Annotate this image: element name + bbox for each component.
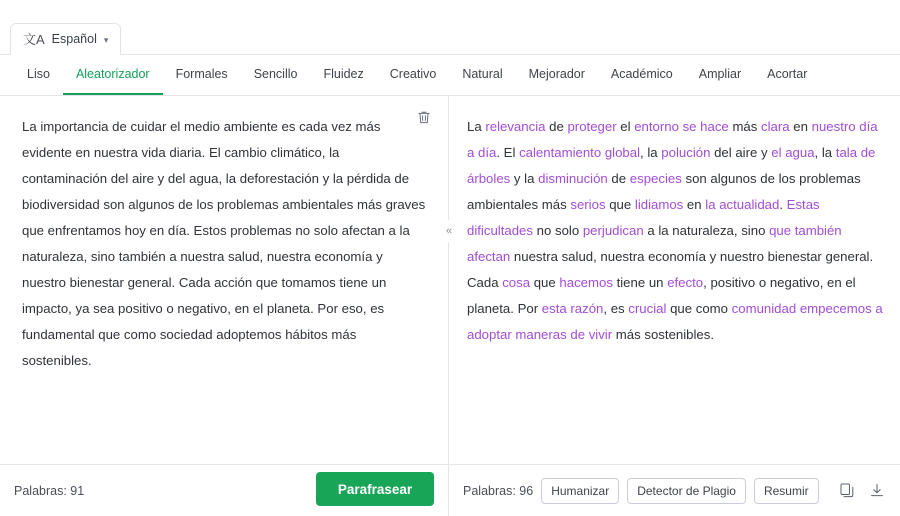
footer-bar <box>0 464 900 516</box>
plain-phrase: más sostenibles. <box>612 327 715 342</box>
output-pane <box>449 96 900 464</box>
tab-formales[interactable]: Formales <box>175 67 228 81</box>
mode-tabs[interactable] <box>0 55 900 96</box>
footer-right <box>449 465 900 516</box>
tab-natural[interactable]: Natural <box>462 67 503 81</box>
tab-fluidez[interactable]: Fluidez <box>323 67 364 81</box>
copy-icon[interactable] <box>836 480 858 502</box>
plain-phrase: a la naturaleza, sino <box>643 223 770 238</box>
plain-phrase: , es <box>603 301 629 316</box>
output-word-count: Palabras: 96 <box>463 483 534 498</box>
collapse-handle[interactable]: « <box>441 220 457 242</box>
plain-phrase: de <box>545 119 568 134</box>
language-bar <box>0 0 900 55</box>
highlighted-phrase: perjudican <box>582 223 644 238</box>
highlighted-phrase: serios <box>570 197 606 212</box>
source-word-count: Palabras: 91 <box>14 483 85 498</box>
highlighted-phrase: hacemos <box>559 275 613 290</box>
highlighted-phrase: crucial <box>628 301 667 316</box>
tab-mejorador[interactable]: Mejorador <box>528 67 585 81</box>
plain-phrase: que <box>530 275 560 290</box>
plain-phrase: La <box>467 119 486 134</box>
language-selector-label: Español <box>51 32 97 46</box>
plain-phrase: que <box>605 197 635 212</box>
plain-phrase: , la <box>814 145 836 160</box>
chevron-down-icon: ▾ <box>103 34 109 45</box>
tab-creativo[interactable]: Creativo <box>389 67 437 81</box>
highlighted-phrase: esta razón <box>541 301 604 316</box>
highlighted-phrase: comunidad empecemos a adoptar maneras de vivir <box>467 301 883 342</box>
plain-phrase: que como <box>666 301 732 316</box>
highlighted-phrase: nuestro día a día <box>467 119 878 160</box>
plain-phrase: el <box>616 119 635 134</box>
plain-phrase: . El <box>496 145 520 160</box>
editor-panes <box>0 96 900 464</box>
tab-aleatorizador[interactable]: Aleatorizador <box>63 55 163 95</box>
highlighted-phrase: calentamiento global <box>519 145 641 160</box>
plain-phrase: en <box>683 197 706 212</box>
highlighted-phrase: proteger <box>567 119 617 134</box>
plain-phrase: son algunos de los problemas ambientales más <box>467 171 861 212</box>
tab-acortar[interactable]: Acortar <box>767 67 808 81</box>
plain-phrase: en <box>789 119 812 134</box>
plain-phrase: no solo <box>532 223 583 238</box>
highlighted-phrase: entorno se hace <box>634 119 729 134</box>
highlighted-phrase: polución <box>661 145 711 160</box>
highlighted-phrase: Estas dificultades <box>467 197 820 238</box>
plain-phrase: , la <box>640 145 662 160</box>
highlighted-phrase: relevancia <box>485 119 546 134</box>
output-text[interactable] <box>449 96 900 358</box>
plagiarism-detector-button[interactable]: Detector de Plagio <box>627 478 746 504</box>
highlighted-phrase: que también afectan <box>467 223 842 264</box>
source-text[interactable]: La importancia de cuidar el medio ambiente es cada vez más evidente en nuestra vida diaria. El cambio climático, la contaminación del aire y del agua, la deforestación y la pérdida de biodiversidad son algunos de los problemas ambientales más graves que enfrentamos hoy en día. Estos problemas no solo afectan a la naturaleza, sino también a nuestra salud, nuestra economía y nuestro bienestar general. Cada acción que tomamos tiene un impacto, ya sea positivo o negativo, en el planeta. Por eso, es fundamental que como sociedad adoptemos hábitos más sostenibles. <box>22 119 426 368</box>
plain-phrase: nuestra salud, nuestra economía y nuestro bienestar general. Cada <box>467 249 874 290</box>
highlighted-phrase: cosa <box>502 275 531 290</box>
plain-phrase: más <box>728 119 762 134</box>
highlighted-phrase: efecto <box>667 275 704 290</box>
trash-icon[interactable] <box>414 110 434 130</box>
tab-ampliar[interactable]: Ampliar <box>698 67 742 81</box>
tab-liso[interactable]: Liso <box>27 67 50 81</box>
paraphrase-button[interactable]: Parafrasear <box>316 472 434 506</box>
summarize-button[interactable]: Resumir <box>754 478 819 504</box>
source-pane <box>0 96 449 464</box>
highlighted-phrase: clara <box>761 119 790 134</box>
highlighted-phrase: disminución <box>538 171 608 186</box>
download-icon[interactable] <box>866 480 888 502</box>
tab-academico[interactable]: Académico <box>610 67 673 81</box>
plain-phrase: del aire y <box>710 145 772 160</box>
highlighted-phrase: lidiamos <box>634 197 684 212</box>
language-selector[interactable] <box>10 23 121 55</box>
highlighted-phrase: la actualidad <box>705 197 780 212</box>
footer-left <box>0 465 449 516</box>
plain-phrase: , positivo o negativo, en el planeta. Por <box>467 275 856 316</box>
highlighted-phrase: tala de árboles <box>467 145 876 186</box>
plain-phrase: y la <box>510 171 539 186</box>
plain-phrase: tiene un <box>612 275 668 290</box>
plain-phrase: . <box>779 197 787 212</box>
humanize-button[interactable]: Humanizar <box>541 478 619 504</box>
highlighted-phrase: especies <box>629 171 682 186</box>
plain-phrase: de <box>607 171 630 186</box>
translate-icon: 文A <box>23 31 45 47</box>
tab-sencillo[interactable]: Sencillo <box>253 67 298 81</box>
highlighted-phrase: el agua <box>771 145 815 160</box>
